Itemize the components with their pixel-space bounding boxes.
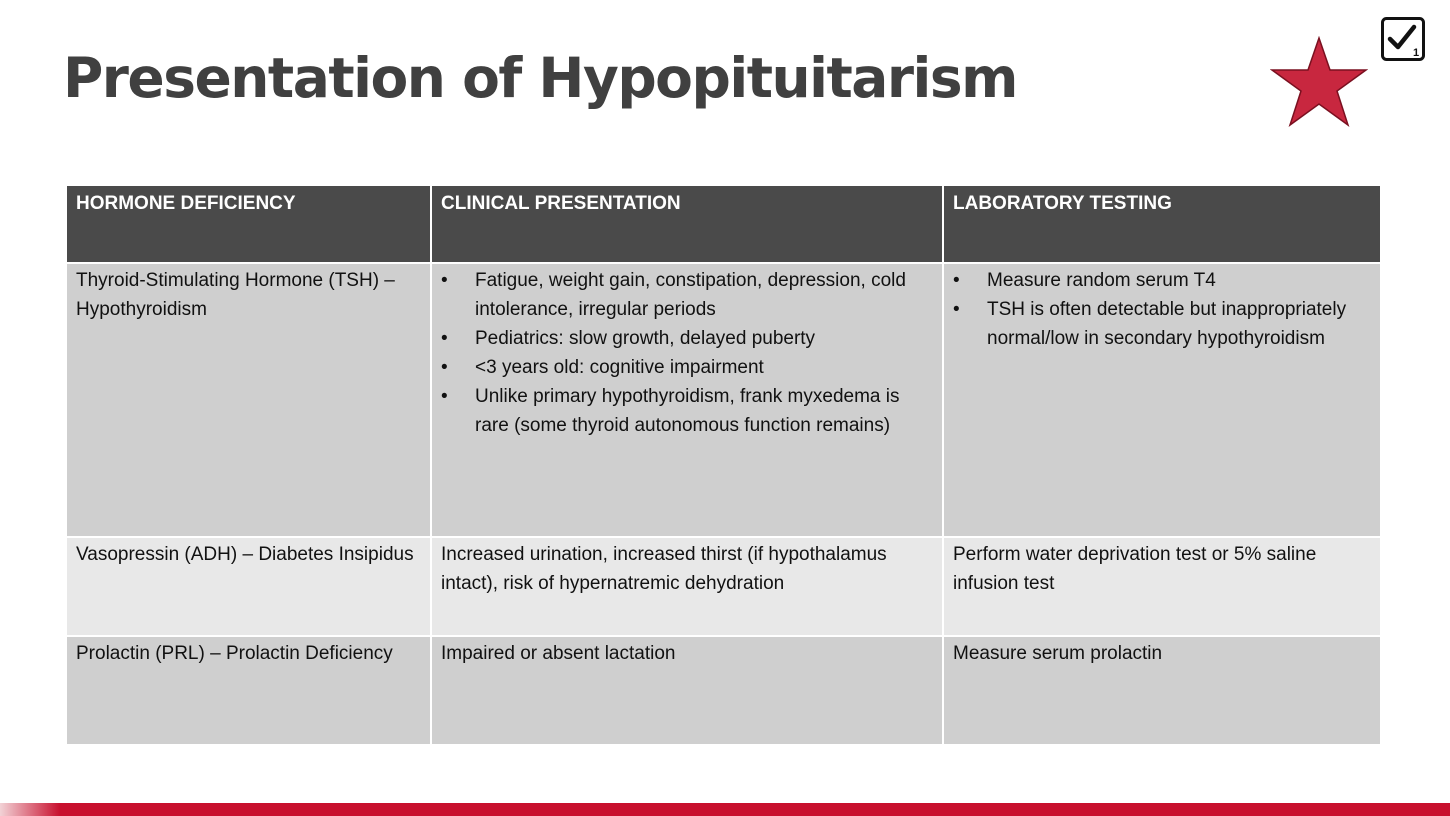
list-item: • Unlike primary hypothyroidism, frank myxedema is rare (some thyroid autonomous function remains)	[441, 382, 933, 440]
list-item: • <3 years old: cognitive impairment	[441, 353, 933, 382]
table-row-prl	[66, 636, 1381, 745]
list-item: • Measure random serum T4	[953, 266, 1371, 295]
list-item: • Pediatrics: slow growth, delayed puberty	[441, 324, 933, 353]
deficiency-cell: Prolactin (PRL) – Prolactin Deficiency	[66, 636, 431, 745]
presentation-cell: Impaired or absent lactation	[431, 636, 943, 745]
testing-cell: Measure serum prolactin	[943, 636, 1381, 745]
header-clinical-presentation: CLINICAL PRESENTATION	[431, 185, 943, 263]
table-row-tsh	[66, 263, 1381, 537]
deficiency-cell: Thyroid-Stimulating Hormone (TSH) – Hypothyroidism	[66, 263, 431, 537]
checkbox-icon[interactable]	[1381, 17, 1425, 61]
presentation-cell	[431, 263, 943, 537]
presentation-cell: Increased urination, increased thirst (if hypothalamus intact), risk of hypernatremic dehydration	[431, 537, 943, 636]
slide-title: Presentation of Hypopituitarism	[63, 46, 1017, 110]
list-item: • TSH is often detectable but inappropriately normal/low in secondary hypothyroidism	[953, 295, 1371, 353]
deficiency-cell: Vasopressin (ADH) – Diabetes Insipidus	[66, 537, 431, 636]
presentation-list	[441, 266, 933, 440]
header-hormone-deficiency: HORMONE DEFICIENCY	[66, 185, 431, 263]
hypopituitarism-table	[65, 184, 1382, 746]
footer-accent-bar	[0, 803, 1450, 816]
list-item: • Fatigue, weight gain, constipation, depression, cold intolerance, irregular periods	[441, 266, 933, 324]
testing-list	[953, 266, 1371, 353]
testing-cell: Perform water deprivation test or 5% saline infusion test	[943, 537, 1381, 636]
testing-cell	[943, 263, 1381, 537]
star-icon	[1270, 36, 1368, 128]
header-laboratory-testing: LABORATORY TESTING	[943, 185, 1381, 263]
table-row-adh	[66, 537, 1381, 636]
checkbox-badge: 1	[1413, 47, 1420, 59]
table-header-row	[66, 185, 1381, 263]
